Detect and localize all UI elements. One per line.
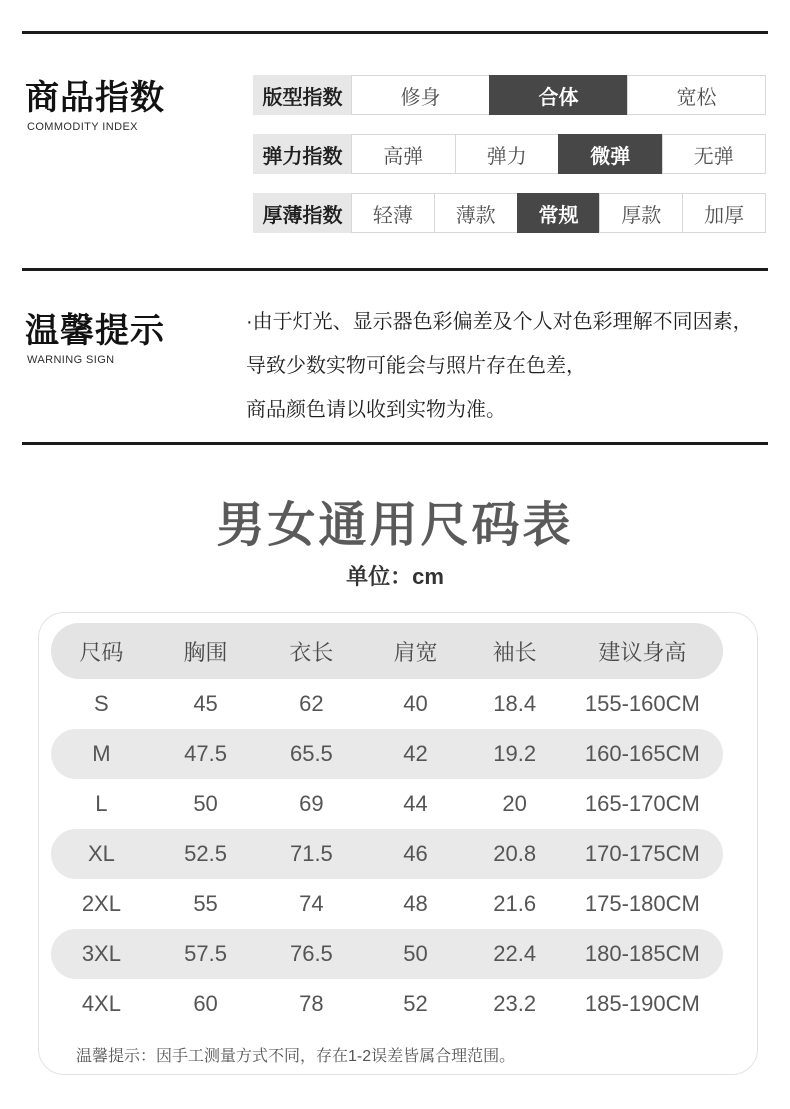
size-table-cell: 76.5: [289, 941, 333, 966]
size-table-row: [51, 929, 723, 979]
index-option: 轻薄: [351, 193, 435, 233]
size-table-cell: 23.2: [493, 991, 537, 1016]
size-table-cell: 55: [193, 891, 218, 916]
size-table-cell: 60: [193, 991, 218, 1016]
size-table-cell: 69: [299, 791, 324, 816]
size-table-header-row: [51, 623, 723, 679]
size-table-cell: 18.4: [493, 691, 537, 716]
size-table-body: [39, 679, 757, 1029]
warning-text-line: ·由于灯光、显示器色彩偏差及个人对色彩理解不同因素，: [246, 311, 753, 333]
size-table-cell: 155-160CM: [584, 691, 700, 716]
size-table-cell: 175-180CM: [584, 891, 700, 916]
commodity-index-rows: [253, 75, 766, 252]
size-table-cell: XL: [87, 841, 115, 866]
index-option: 修身: [351, 75, 490, 115]
size-table-cell: 2XL: [81, 891, 121, 916]
warning-sign-subtitle: WARNING SIGN: [27, 354, 115, 366]
size-table-row: [51, 679, 723, 729]
index-option-selected: 合体: [489, 75, 628, 115]
size-table-cell: 78: [299, 991, 324, 1016]
size-table-row: [51, 779, 723, 829]
index-option-selected: 常规: [517, 193, 601, 233]
size-column-header: 尺码: [79, 639, 124, 665]
index-row-label: 厚薄指数: [253, 193, 352, 233]
size-column-header: 胸围: [183, 639, 228, 665]
index-option: 弹力: [455, 134, 560, 174]
index-row-label: 版型指数: [253, 75, 352, 115]
size-table-cell: 50: [403, 941, 428, 966]
size-column-header: 肩宽: [393, 639, 438, 665]
warning-sign-title: 温馨提示: [25, 312, 165, 350]
top-divider-line: [22, 31, 768, 34]
index-option: 高弹: [351, 134, 456, 174]
size-table-cell: 50: [193, 791, 218, 816]
warning-text-line: 导致少数实物可能会与照片存在色差，: [246, 355, 586, 377]
size-table-cell: 22.4: [493, 941, 537, 966]
size-table-cell: 47.5: [184, 741, 227, 766]
size-table-cell: 21.6: [493, 891, 537, 916]
size-table-cell: 57.5: [184, 941, 227, 966]
size-table-cell: 3XL: [81, 941, 121, 966]
size-chart-unit-label: 单位：cm: [346, 564, 444, 589]
size-table-row: [51, 979, 723, 1029]
size-table-cell: 74: [299, 891, 324, 916]
index-option: 无弹: [662, 134, 767, 174]
size-table-row: [51, 829, 723, 879]
index-row: [253, 75, 766, 115]
size-column-header: 建议身高: [598, 639, 687, 665]
size-table-cell: 170-175CM: [584, 841, 700, 866]
size-table-cell: 52: [403, 991, 428, 1016]
size-table-cell: 180-185CM: [584, 941, 700, 966]
index-option: 宽松: [627, 75, 766, 115]
size-table-cell: 4XL: [81, 991, 121, 1016]
index-row: [253, 134, 766, 174]
size-table-cell: L: [95, 791, 108, 816]
size-table-cell: 185-190CM: [584, 991, 700, 1016]
size-table-cell: S: [94, 691, 109, 716]
index-row: [253, 193, 766, 233]
section-divider-line-2: [22, 442, 768, 445]
commodity-index-title: 商品指数: [25, 79, 165, 117]
size-table-cell: 42: [403, 741, 428, 766]
size-table-cell: 165-170CM: [584, 791, 700, 816]
size-table-note: 温馨提示：因手工测量方式不同，存在1-2误差皆属合理范围。: [76, 1048, 516, 1065]
warning-text: [246, 300, 776, 432]
size-table-cell: 45: [193, 691, 218, 716]
warning-text-line: 商品颜色请以收到实物为准。: [246, 399, 506, 421]
size-table-cell: 20: [502, 791, 527, 816]
size-column-header: 袖长: [492, 639, 537, 665]
size-table-cell: 52.5: [184, 841, 227, 866]
size-table-row: [51, 879, 723, 929]
size-table-cell: 44: [403, 791, 428, 816]
index-row-label: 弹力指数: [253, 134, 352, 174]
commodity-index-subtitle: COMMODITY INDEX: [27, 121, 138, 133]
index-option: 厚款: [599, 193, 683, 233]
index-option-selected: 微弹: [558, 134, 663, 174]
size-table-cell: M: [92, 741, 111, 766]
size-table-row: [51, 729, 723, 779]
size-chart-table: [38, 612, 758, 1075]
size-chart-title: 男女通用尺码表: [216, 499, 574, 552]
size-table-cell: 40: [403, 691, 428, 716]
size-table-cell: 65.5: [289, 741, 333, 766]
size-table-cell: 46: [403, 841, 428, 866]
size-table-cell: 48: [403, 891, 428, 916]
section-divider-line-1: [22, 268, 768, 271]
size-table-cell: 19.2: [493, 741, 537, 766]
size-column-header: 衣长: [289, 639, 334, 665]
size-table-cell: 160-165CM: [584, 741, 700, 766]
index-option: 加厚: [682, 193, 766, 233]
size-table-cell: 62: [299, 691, 324, 716]
index-option: 薄款: [434, 193, 518, 233]
size-table-cell: 71.5: [289, 841, 333, 866]
size-table-cell: 20.8: [493, 841, 537, 866]
